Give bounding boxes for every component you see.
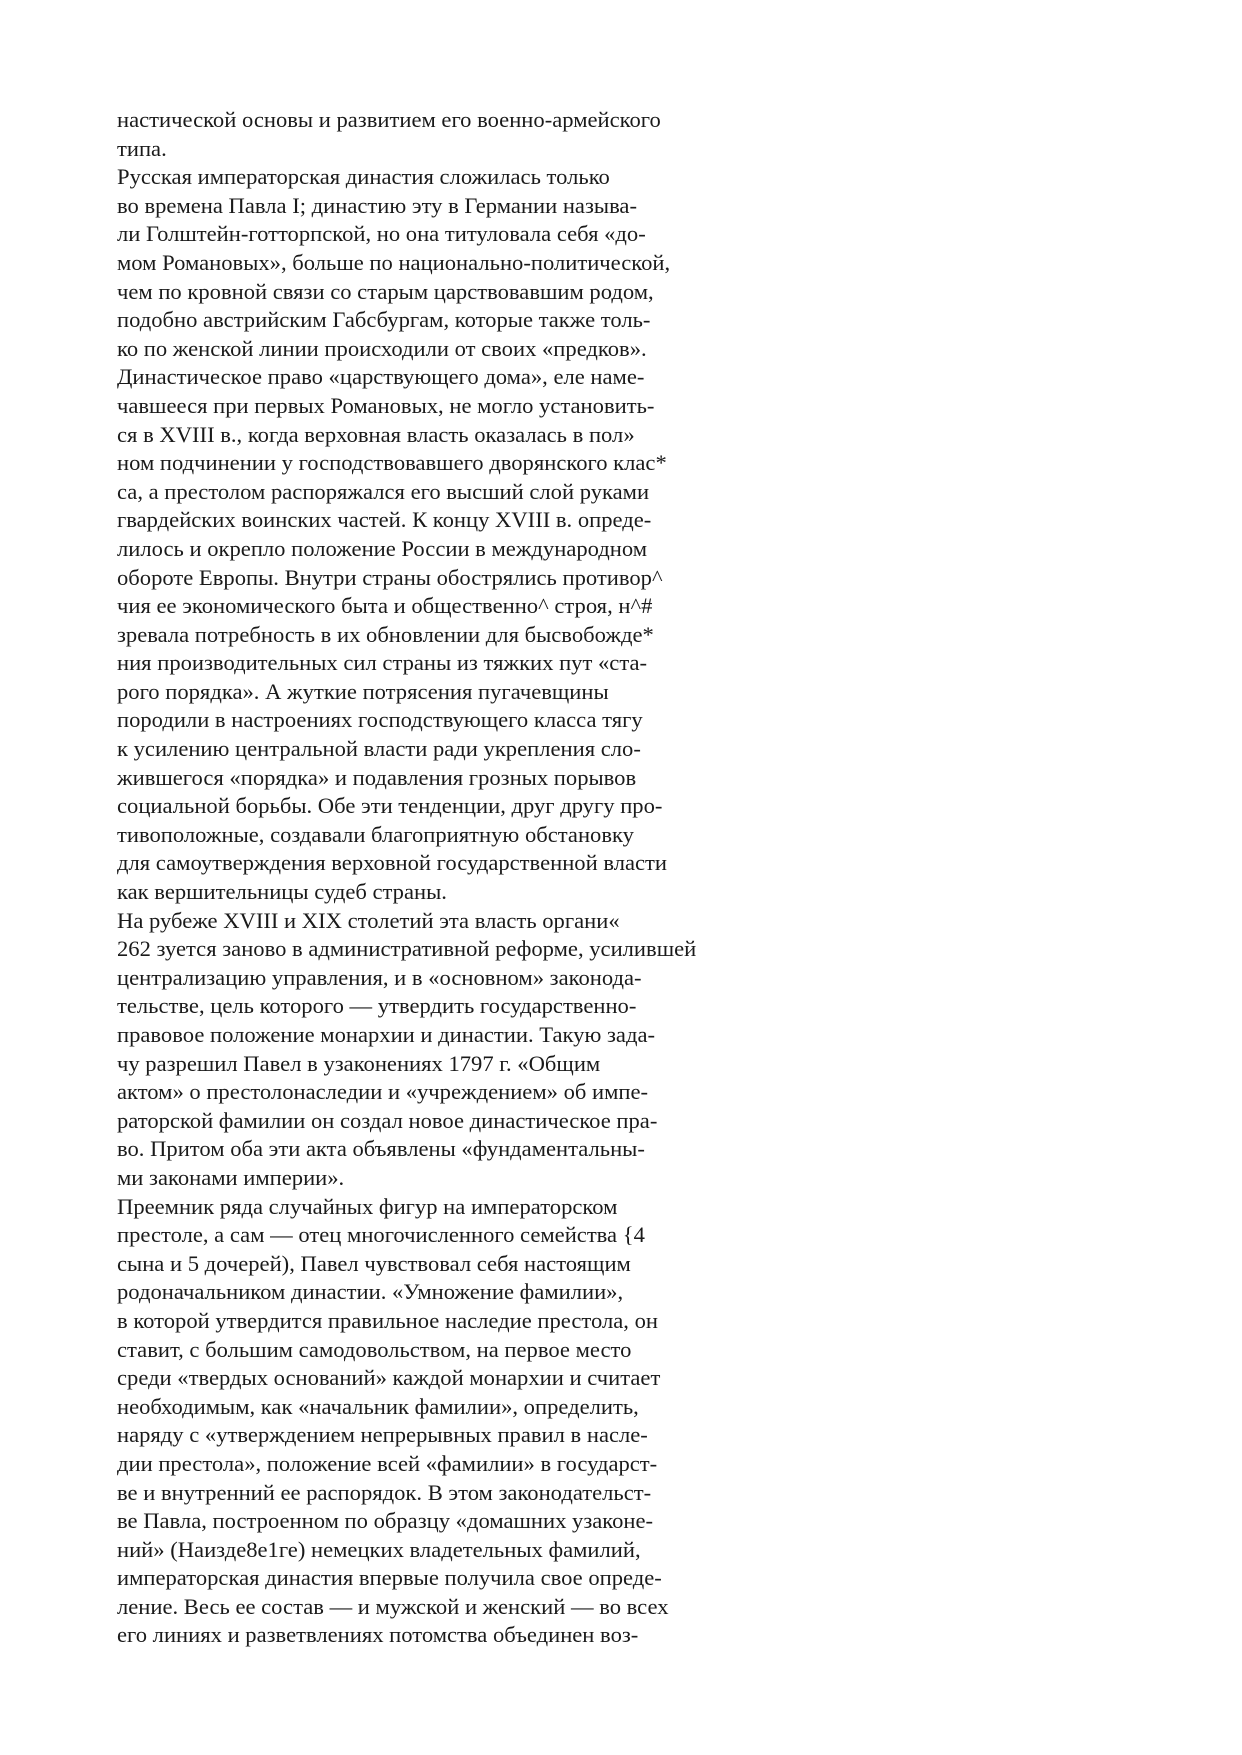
- text-line: правовое положение монархии и династии. Такую зада-: [117, 1022, 656, 1047]
- text-line: для самоутверждения верховной государственной власти: [117, 850, 667, 876]
- text-line: наряду с «утверждением непрерывных правил в насле-: [117, 1422, 648, 1448]
- text-line: престоле, а сам — отец многочисленного семейства {4: [117, 1222, 645, 1248]
- text-line: подобно австрийским Габсбургам, которые также толь-: [117, 307, 651, 333]
- text-line: чу разрешил Павел в узаконениях 1797 г. «Общим: [117, 1050, 601, 1076]
- text-line: зревала потребность в их обновлении для бысвобожде*: [117, 621, 654, 647]
- text-line: ко по женской линии происходили от своих «предков».: [117, 335, 647, 361]
- text-line: ний» (Наизде8е1ге) немецких владетельных фамилий,: [117, 1536, 641, 1562]
- text-line: ление. Весь ее состав — и мужской и женский — во всех: [117, 1593, 669, 1619]
- text-line: мом Романовых», больше по национально-политической,: [117, 249, 671, 275]
- text-line: во времена Павла I; династию эту в Германии называ-: [117, 192, 637, 218]
- text-line: рого порядка». А жуткие потрясения пугачевщины: [117, 678, 609, 704]
- text-line: во. Притом оба эти акта объявлены «фундаментальны-: [117, 1136, 645, 1162]
- text-line: са, а престолом распоряжался его высший слой руками: [117, 478, 650, 504]
- text-line: 262 зуется заново в административной реформе, усилившей: [117, 936, 697, 962]
- text-line: ве и внутренний ее распорядок. В этом законодательст-: [117, 1479, 652, 1505]
- text-line: Преемник ряда случайных фигур на императорском: [117, 1193, 618, 1219]
- text-line: как вершительницы судеб страны.: [117, 879, 447, 905]
- text-line: императорская династия впервые получила свое опреде-: [117, 1565, 662, 1591]
- text-line: раторской фамилии он создал новое династическое пра-: [117, 1107, 658, 1133]
- text-line: сына и 5 дочерей), Павел чувствовал себя настоящим: [117, 1250, 631, 1276]
- text-line: чем по кровной связи со старым царствовавшим родом,: [117, 278, 654, 304]
- text-line: Русская императорская династия сложилась только: [117, 164, 610, 190]
- text-line: среди «твердых оснований» каждой монархии и считает: [117, 1365, 661, 1391]
- text-line: На рубеже XVIII и XIX столетий эта власть органи«: [117, 907, 620, 933]
- text-line: обороте Европы. Внутри страны обострялись противор^: [117, 564, 663, 590]
- text-line: тивоположные, создавали благоприятную обстановку: [117, 821, 634, 847]
- text-line: социальной борьбы. Обе эти тенденции, друг другу про-: [117, 793, 663, 819]
- text-line: лилось и окрепло положение России в международном: [117, 535, 648, 561]
- text-line: ве Павла, построенном по образцу «домашних узаконе-: [117, 1508, 654, 1534]
- text-line: ли Голштейн-готторпской, но она титуловала себя «до-: [117, 221, 646, 247]
- text-line: в которой утвердится правильное наследие престола, он: [117, 1307, 658, 1333]
- text-line: ся в XVIII в., когда верховная власть оказалась в пол»: [117, 421, 635, 447]
- text-line: гвардейских воинских частей. К концу XVIII в. опреде-: [117, 507, 652, 533]
- text-line: чия ее экономического быта и общественно^ строя, н^#: [117, 593, 653, 619]
- text-line: породили в настроениях господствующего класса тягу: [117, 707, 643, 733]
- text-line: его линиях и разветвлениях потомства объединен воз-: [117, 1622, 639, 1648]
- text-line: необходимым, как «начальник фамилии», определить,: [117, 1393, 639, 1419]
- body-text: [117, 106, 857, 1650]
- text-line: ставит, с большим самодовольством, на первое место: [117, 1336, 632, 1362]
- text-line: типа.: [117, 135, 167, 161]
- text-line: тельстве, цель которого — утвердить государственно-: [117, 993, 637, 1019]
- text-line: к усилению центральной власти ради укрепления сло-: [117, 736, 641, 762]
- text-line: настической основы и развитием его военно-армейского: [117, 107, 661, 132]
- text-line: централизацию управления, и в «основном» законода-: [117, 964, 642, 990]
- text-line: ми законами империи».: [117, 1164, 345, 1190]
- text-line: жившегося «порядка» и подавления грозных порывов: [117, 764, 637, 790]
- text-line: Династическое право «царствующего дома», еле наме-: [117, 364, 645, 390]
- text-line: родоначальником династии. «Умножение фамилии»,: [117, 1279, 624, 1305]
- text-line: дии престола», положение всей «фамилии» в государст-: [117, 1450, 658, 1476]
- text-line: ния производительных сил страны из тяжких пут «ста-: [117, 650, 648, 676]
- text-line: чавшееся при первых Романовых, не могло установить-: [117, 392, 655, 418]
- text-line: актом» о престолонаследии и «учреждением» об импе-: [117, 1079, 649, 1105]
- text-line: ном подчинении у господствовавшего дворянского клас*: [117, 450, 667, 476]
